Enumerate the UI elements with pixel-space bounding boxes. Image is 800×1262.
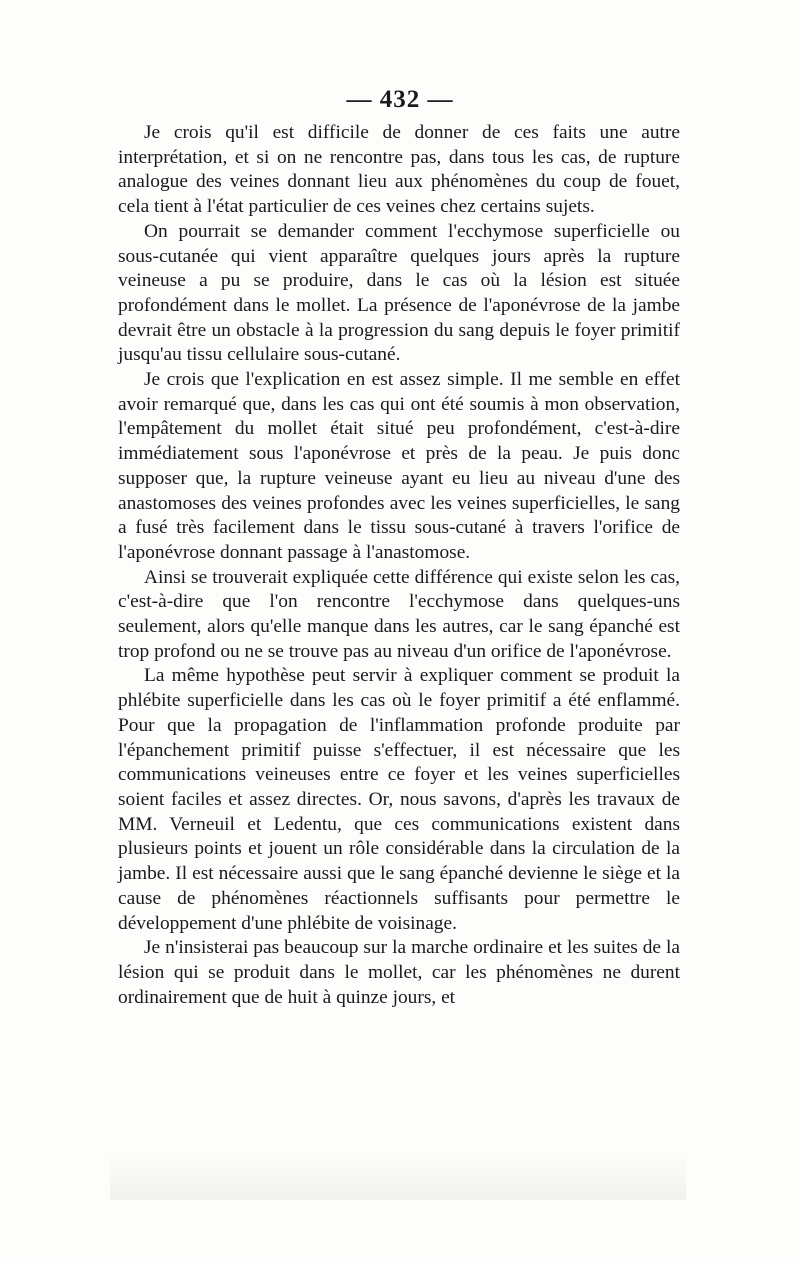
paragraph-marche-suites: Je n'insisterai pas beaucoup sur la marche ordinaire et les suites de la lésion qui se produit dans le mollet, car les phénomènes ne durent ordinairement que de huit à quinze jours, et <box>118 937 680 1008</box>
paragraph-interpretation: Je crois qu'il est difficile de donner de ces faits une autre interprétation, et si on ne rencontre pas, dans tous les cas, de rupture analogue des veines donnant lieu aux phénomènes du coup de fouet, cela tient à l'état particulier de ces veines chez certains sujets. <box>118 122 680 218</box>
paragraph-explanation: Je crois que l'explication en est assez simple. Il me semble en effet avoir remarqué que, dans les cas qui ont été soumis à mon observation, l'empâtement du mollet était situé peu profondément, c'est-à-dire immédiatement sous l'aponévrose et près de la peau. Je puis donc supposer que, la rupture veineuse ayant eu lieu au niveau d'une des anastomoses des veines profondes avec les veines superficielles, le sang a fusé très facilement dans le tissu sous-cutané à travers l'orifice de l'aponévrose donnant passage à l'anastomose. <box>118 369 680 563</box>
paragraph-hypothesis-phlebite: La même hypothèse peut servir à expliquer comment se produit la phlébite superficielle dans les cas où le foyer primitif a été enflammé. Pour que la propagation de l'inflammation profonde produite par l'épanchement primitif puisse s'effectuer, il est nécessaire que les communications veineuses entre ce foyer et les veines superficielles soient faciles et assez directes. Or, nous savons, d'après les travaux de MM. Verneuil et Ledentu, que ces communications existent dans plusieurs points et jouent un rôle considérable dans la circulation de la jambe. Il est nécessaire aussi que le sang épanché devienne le siège et la cause de phénomènes réactionnels suffisants pour permettre le développement d'une phlébite de voisinage. <box>118 665 680 934</box>
page-number: — 432 — <box>346 86 454 113</box>
paragraph-ecchymose-question: On pourrait se demander comment l'ecchymose superficielle ou sous-cutanée qui vient apparaître quelques jours après la rupture veineuse a pu se produire, dans le cas où la lésion est située profondément dans le mollet. La présence de l'aponévrose de la jambe devrait être un obstacle à la progression du sang depuis le foyer primitif jusqu'au tissu cellulaire sous-cutané. <box>118 220 680 366</box>
scan-shadow <box>110 1150 686 1200</box>
body-text <box>118 121 680 1010</box>
paragraph-difference: Ainsi se trouverait expliquée cette différence qui existe selon les cas, c'est-à-dire que l'on rencontre l'ecchymose dans quelques-uns seulement, alors qu'elle manque dans les autres, car le sang épanché est trop profond ou ne se trouve pas au niveau d'un orifice de l'aponévrose. <box>118 566 680 662</box>
